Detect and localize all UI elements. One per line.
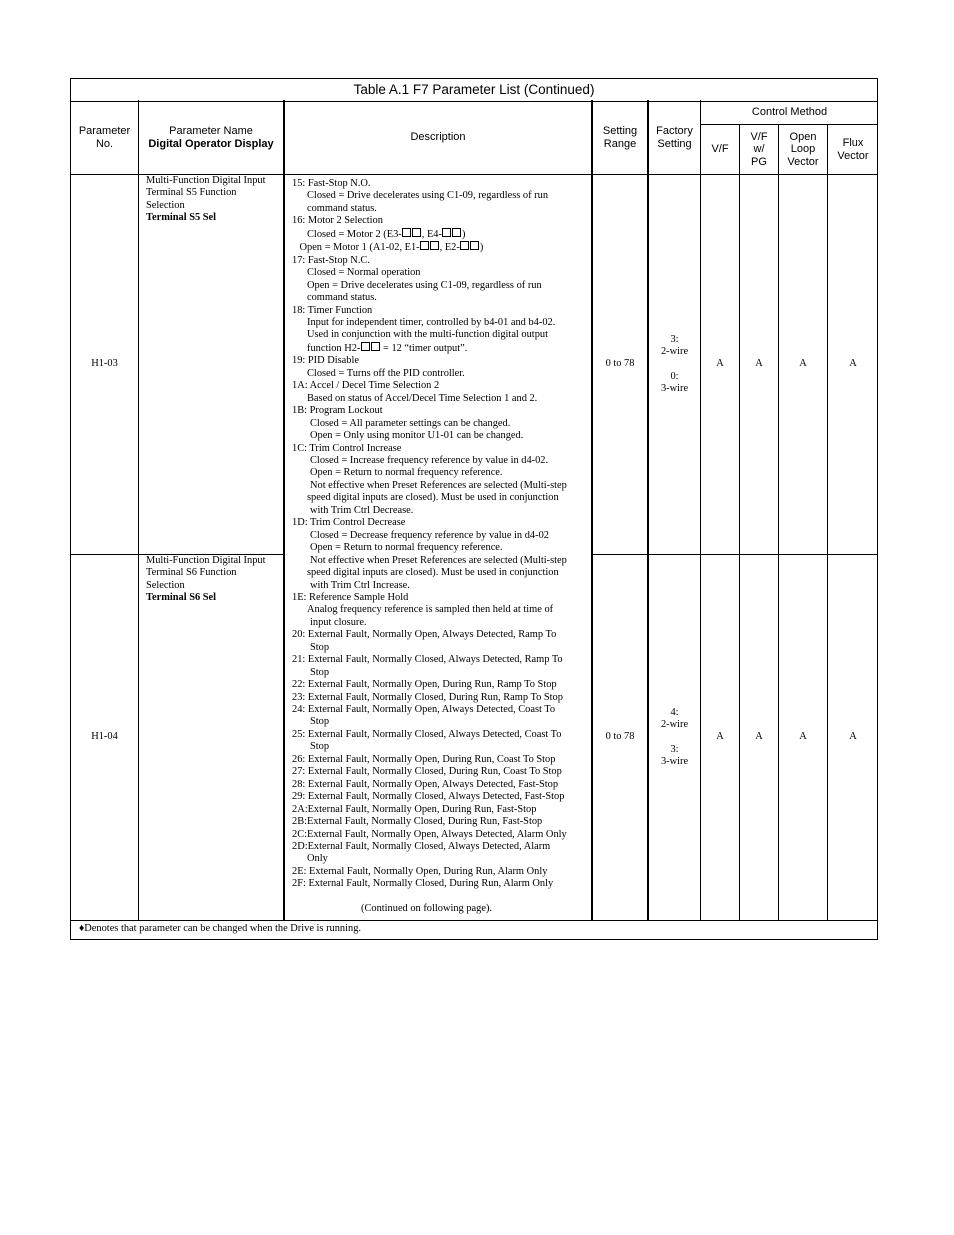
description-line: 1A: Accel / Decel Time Selection 2 bbox=[292, 380, 440, 392]
description-line: 2D:External Fault, Normally Closed, Always Detected, Alarm bbox=[292, 841, 551, 853]
description-line: (Continued on following page). bbox=[361, 903, 493, 915]
header-param-name bbox=[139, 101, 283, 174]
description-line: Only bbox=[307, 853, 328, 865]
row1-flux: A bbox=[849, 358, 857, 370]
description-line: Open = Only using monitor U1-01 can be changed. bbox=[310, 430, 524, 442]
placeholder-box-icon bbox=[430, 241, 439, 250]
placeholder-box-icon bbox=[361, 342, 370, 351]
description-line: Stop bbox=[310, 666, 330, 678]
description-line: with Trim Ctrl Increase. bbox=[310, 579, 410, 591]
row2-factory-1: 4: bbox=[670, 706, 679, 718]
placeholder-box-icon bbox=[452, 228, 461, 237]
header-vf: V/F bbox=[711, 143, 729, 156]
description-line: 1E: Reference Sample Hold bbox=[292, 591, 409, 603]
description-line: Closed = Drive decelerates using C1-09, regardless of run bbox=[307, 190, 549, 202]
placeholder-box-icon bbox=[420, 241, 429, 250]
row1-name-line-3: Selection bbox=[146, 199, 185, 211]
row2-factory-4: 3-wire bbox=[660, 755, 689, 767]
row2-name-line-1: Multi-Function Digital Input bbox=[146, 555, 266, 566]
description-line: Stop bbox=[310, 741, 330, 753]
description-line: Closed = All parameter settings can be changed. bbox=[310, 417, 511, 429]
row2-display: Terminal S6 Sel bbox=[146, 592, 217, 604]
description-line: 25: External Fault, Normally Closed, Always Detected, Coast To bbox=[292, 728, 562, 740]
row2-name-line-3: Selection bbox=[146, 579, 185, 591]
description-line: Closed = Increase frequency reference by value in d4-02. bbox=[310, 454, 549, 466]
header-factory-setting: Factory Setting bbox=[656, 125, 693, 150]
description-line: 15: Fast-Stop N.O. bbox=[292, 178, 371, 189]
row1-vf: A bbox=[716, 358, 724, 370]
description-line: Not effective when Preset References are selected (Multi-step bbox=[310, 479, 567, 491]
header-flux: Flux Vector bbox=[837, 137, 869, 162]
description-line: 27: External Fault, Normally Closed, During Run, Coast To Stop bbox=[292, 766, 562, 778]
col-divider-1 bbox=[138, 100, 139, 920]
header-control-method: Control Method bbox=[751, 106, 828, 119]
row1-factory-1: 3: bbox=[670, 333, 679, 345]
row1-factory-3: 0: bbox=[670, 370, 679, 382]
description-line: Open = Return to normal frequency reference. bbox=[310, 542, 503, 554]
description-line: 29: External Fault, Normally Closed, Always Detected, Fast-Stop bbox=[292, 791, 565, 803]
header-setting-range: Setting Range bbox=[602, 125, 638, 150]
row1-vf-pg: A bbox=[755, 358, 763, 370]
row2-vf: A bbox=[716, 731, 724, 743]
description-line bbox=[292, 891, 590, 903]
description-line: 24: External Fault, Normally Open, Always Detected, Coast To bbox=[292, 704, 556, 716]
row2-factory-2: 2-wire bbox=[660, 719, 689, 731]
description-line: Closed = Motor 2 (E3- , E4- ) bbox=[307, 228, 466, 240]
header-param-name-label: Parameter Name bbox=[169, 125, 253, 137]
description-line: Stop bbox=[310, 716, 330, 728]
description-line: 19: PID Disable bbox=[292, 355, 359, 367]
description-line: 20: External Fault, Normally Open, Always Detected, Ramp To bbox=[292, 629, 557, 641]
description-line: 28: External Fault, Normally Open, Always Detected, Fast-Stop bbox=[292, 778, 559, 790]
description-line: command status. bbox=[307, 202, 377, 214]
row2-factory-3: 3: bbox=[670, 743, 679, 755]
row2-range: 0 to 78 bbox=[605, 731, 635, 743]
row1-name-line-1: Multi-Function Digital Input bbox=[146, 175, 266, 186]
placeholder-box-icon bbox=[460, 241, 469, 250]
row2-name-line-2: Terminal S6 Function bbox=[146, 567, 237, 579]
row1-factory bbox=[649, 175, 700, 554]
description-line: Open = Drive decelerates using C1-09, regardless of run bbox=[307, 279, 542, 291]
description-line: Stop bbox=[310, 641, 330, 653]
description-line: 2A:External Fault, Normally Open, During Run, Fast-Stop bbox=[292, 803, 537, 815]
description-line: function H2- = 12 “timer output”. bbox=[307, 342, 468, 354]
description-line: Open = Motor 1 (A1-02, E1- , E2- ) bbox=[299, 242, 484, 254]
description-line: Closed = Normal operation bbox=[307, 267, 421, 279]
description-line: Not effective when Preset References are selected (Multi-step bbox=[310, 554, 567, 566]
col-divider-2 bbox=[283, 100, 285, 920]
description-line: 23: External Fault, Normally Closed, During Run, Ramp To Stop bbox=[292, 691, 563, 703]
description-line: 21: External Fault, Normally Closed, Always Detected, Ramp To bbox=[292, 654, 563, 666]
description-line: 2E: External Fault, Normally Open, During Run, Alarm Only bbox=[292, 865, 548, 877]
description-line: 1C: Trim Control Increase bbox=[292, 442, 402, 454]
header-description: Description bbox=[410, 131, 466, 144]
description-line: Based on status of Accel/Decel Time Selection 1 and 2. bbox=[307, 392, 538, 404]
row2-flux: A bbox=[849, 731, 857, 743]
description-line: 22: External Fault, Normally Open, During Run, Ramp To Stop bbox=[292, 679, 557, 691]
row1-range: 0 to 78 bbox=[605, 358, 635, 370]
placeholder-box-icon bbox=[371, 342, 380, 351]
row1-param-no: H1-03 bbox=[91, 358, 118, 370]
placeholder-box-icon bbox=[412, 228, 421, 237]
footer-note: ♦Denotes that parameter can be changed when the Drive is running. bbox=[70, 920, 878, 940]
description-line: 1D: Trim Control Decrease bbox=[292, 517, 406, 529]
table-title: Table A.1 F7 Parameter List (Continued) bbox=[71, 79, 877, 102]
description-line: input closure. bbox=[310, 616, 367, 628]
description-line: Input for independent timer, controlled by b4-01 and b4-02. bbox=[307, 316, 556, 328]
description-line: 2B:External Fault, Normally Closed, During Run, Fast-Stop bbox=[292, 816, 543, 828]
row2-factory bbox=[649, 555, 700, 920]
description-line: 18: Timer Function bbox=[292, 304, 373, 316]
description-line: 2F: External Fault, Normally Closed, During Run, Alarm Only bbox=[292, 878, 554, 890]
header-vf-pg: V/F w/ PG bbox=[750, 130, 768, 168]
row2-param-no: H1-04 bbox=[91, 731, 118, 743]
header-olv: Open Loop Vector bbox=[787, 130, 819, 168]
description-line: speed digital inputs are closed). Must be used in conjunction bbox=[307, 567, 559, 579]
description-line: Used in conjunction with the multi-function digital output bbox=[307, 329, 548, 341]
row1-param-name bbox=[146, 175, 282, 554]
header-param-no: Parameter No. bbox=[78, 125, 131, 150]
description-line: command status. bbox=[307, 292, 377, 304]
description-line: 2C:External Fault, Normally Open, Always Detected, Alarm Only bbox=[292, 828, 567, 840]
description-line: speed digital inputs are closed). Must be used in conjunction bbox=[307, 492, 559, 504]
description-line: Closed = Turns off the PID controller. bbox=[307, 367, 465, 379]
row1-factory-4: 3-wire bbox=[660, 382, 689, 394]
row2-vf-pg: A bbox=[755, 731, 763, 743]
header-param-name-sub: Digital Operator Display bbox=[148, 137, 274, 150]
row1-display: Terminal S5 Sel bbox=[146, 212, 217, 224]
description-line: 26: External Fault, Normally Open, During Run, Coast To Stop bbox=[292, 753, 556, 765]
row2-param-name bbox=[146, 555, 282, 920]
description-line: Analog frequency reference is sampled then held at time of bbox=[307, 604, 554, 616]
description-line: Open = Return to normal frequency reference. bbox=[310, 467, 503, 479]
description-line: with Trim Ctrl Decrease. bbox=[310, 504, 414, 516]
description-line: 17: Fast-Stop N.C. bbox=[292, 254, 370, 266]
description-line: 16: Motor 2 Selection bbox=[292, 215, 383, 227]
placeholder-box-icon bbox=[470, 241, 479, 250]
placeholder-box-icon bbox=[402, 228, 411, 237]
row1-olv: A bbox=[799, 358, 807, 370]
description-block bbox=[292, 178, 590, 916]
row1-name-line-2: Terminal S5 Function bbox=[146, 187, 237, 199]
row1-factory-2: 2-wire bbox=[660, 346, 689, 358]
description-line: 1B: Program Lockout bbox=[292, 405, 383, 417]
placeholder-box-icon bbox=[442, 228, 451, 237]
row2-olv: A bbox=[799, 731, 807, 743]
description-line: Closed = Decrease frequency reference by value in d4-02 bbox=[310, 529, 549, 541]
